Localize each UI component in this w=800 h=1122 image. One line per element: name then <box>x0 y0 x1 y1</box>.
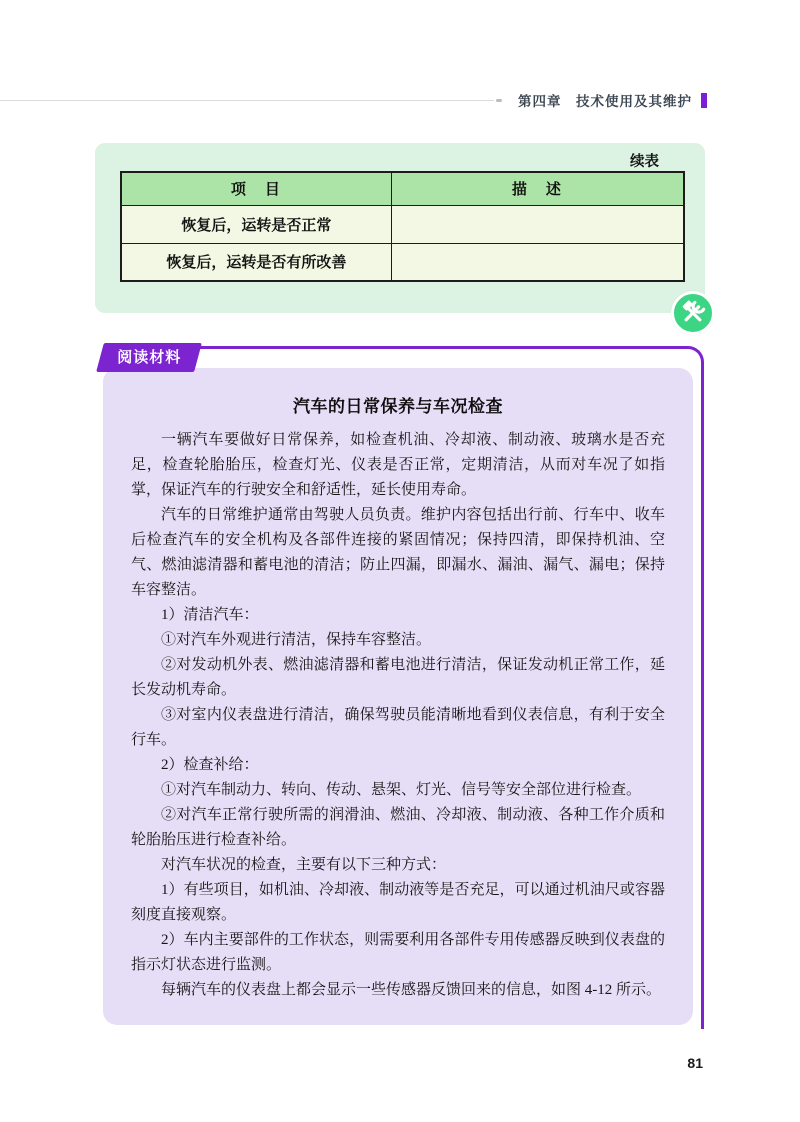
table-row <box>121 243 684 281</box>
header-rule-dot <box>496 99 502 102</box>
page-number: 81 <box>687 1055 703 1071</box>
paragraph: 1）清洁汽车： <box>161 607 259 623</box>
reading-material-box <box>103 368 693 1025</box>
paragraph: ③对室内仪表盘进行清洁，确保驾驶员能清晰地看到仪表信息，有利于安全行车。 <box>131 707 665 748</box>
paragraph: ①对汽车制动力、转向、传动、悬架、灯光、信号等安全部位进行检查。 <box>161 782 642 798</box>
reading-material-banner <box>96 343 202 372</box>
paragraph: 一辆汽车要做好日常保养，如检查机油、冷却液、制动液、玻璃水是否充足，检查轮胎胎压，检查灯光、仪表是否正常，定期清洁，从而对车况了如指掌，保证汽车的行驶安全和舒适性，延长使用寿命。 <box>131 432 665 498</box>
reading-material-title: 汽车的日常保养与车况检查 <box>293 397 503 416</box>
paragraph: 1）有些项目，如机油、冷却液、制动液等是否充足，可以通过机油尺或容器刻度直接观察。 <box>131 882 665 923</box>
paragraph: 2）检查补给： <box>161 757 259 773</box>
column-header-description: 描 述 <box>391 172 684 205</box>
header-rule <box>0 100 494 101</box>
paragraph: 2）车内主要部件的工作状态，则需要利用各部件专用传感器反映到仪表盘的指示灯状态进行监测。 <box>131 932 665 973</box>
continued-table-panel <box>95 143 705 313</box>
paragraph: 每辆汽车的仪表盘上都会显示一些传感器反馈回来的信息，如图 4-12 所示。 <box>161 982 661 998</box>
table-cell-item: 恢复后，运转是否有所改善 <box>121 243 391 281</box>
table-header-row <box>121 172 684 205</box>
column-header-item: 项 目 <box>121 172 391 205</box>
chapter-title: 第四章 技术使用及其维护 <box>518 94 692 109</box>
paragraph: ①对汽车外观进行清洁，保持车容整洁。 <box>161 632 432 648</box>
paragraph: 对汽车状况的检查，主要有以下三种方式： <box>161 857 447 873</box>
chapter-accent-bar <box>701 93 707 108</box>
table-cell-item: 恢复后，运转是否正常 <box>121 205 391 243</box>
table-cell-description <box>391 205 684 243</box>
paragraph: ②对汽车正常行驶所需的润滑油、燃油、冷却液、制动液、各种工作介质和轮胎胎压进行检查补给。 <box>131 807 665 848</box>
paragraph: ②对发动机外表、燃油滤清器和蓄电池进行清洁，保证发动机正常工作，延长发动机寿命。 <box>131 657 665 698</box>
inspection-table <box>120 171 685 282</box>
running-header <box>0 90 707 110</box>
reading-material-banner-label: 阅读材料 <box>117 349 182 366</box>
paragraph: 汽车的日常维护通常由驾驶人员负责。维护内容包括出行前、行车中、收车后检查汽车的安全机构及各部件连接的紧固情况；保持四清，即保持机油、空气、燃油滤清器和蓄电池的清洁；防止四漏，即漏水、漏油、漏气、漏电；保持车容整洁。 <box>131 507 665 598</box>
continued-table-label: 续表 <box>630 154 659 170</box>
reading-material-section <box>95 343 705 1029</box>
tools-icon <box>671 291 715 335</box>
table-cell-description <box>391 243 684 281</box>
table-row <box>121 205 684 243</box>
